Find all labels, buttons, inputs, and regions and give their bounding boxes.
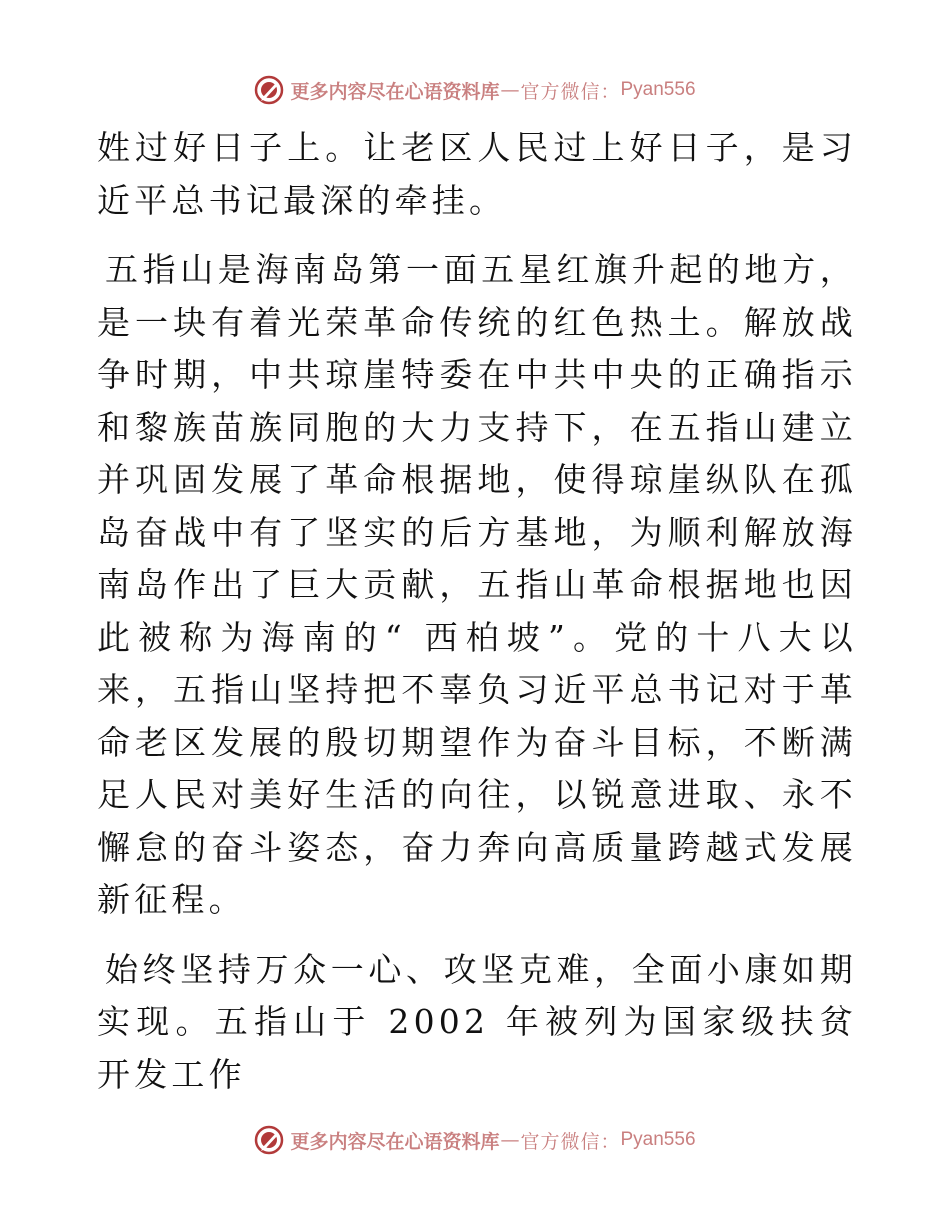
paragraph-3: 始终坚持万众一心、攻坚克难，全面小康如期实现。五指山于 2002 年被列为国家级扶贫开发工作 <box>97 949 857 1094</box>
header-watermark <box>0 70 950 110</box>
watermark-main-text: 更多内容尽在心语资料库 <box>290 1130 500 1153</box>
footer-watermark <box>0 1120 950 1160</box>
paragraph-2: 五指山是海南岛第一面五星红旗升起的地方，是一块有着光荣革命传统的红色热土。解放战争时期，中共琼崖特委在中共中央的正确指示和黎族苗族同胞的大力支持下，在五指山建立并巩固发展了革命根据地，使得琼崖纵队在孤岛奋战中有了坚实的后方基地，为顺利解放海南岛作出了巨大贡献，五指山革命根据地也因此被称为海南的“ 西柏坡”。党的十八大以来，五指山坚持把不辜负习近平总书记对于革命老区发展的殷切期望作为奋斗目标，不断满足人民对美好生活的向往，以锐意进取、永不懈怠的奋斗姿态，奋力奔向高质量跨越式发展新征程。 <box>97 250 857 919</box>
pen-logo-icon <box>254 75 284 105</box>
watermark-sub-text: 官方微信： <box>520 1130 621 1153</box>
pen-logo-icon <box>254 1125 284 1155</box>
watermark-id: Pyan556 <box>620 1129 696 1150</box>
document-body <box>97 122 857 1101</box>
watermark-main-text: 更多内容尽在心语资料库 <box>290 80 500 103</box>
paragraph-1: 姓过好日子上。让老区人民过上好日子，是习近平总书记最深的牵挂。 <box>97 128 857 220</box>
watermark-dash: — <box>500 79 520 101</box>
watermark-id: Pyan556 <box>620 79 696 100</box>
watermark-dash: — <box>500 1129 520 1151</box>
watermark-sub-text: 官方微信： <box>520 80 621 103</box>
